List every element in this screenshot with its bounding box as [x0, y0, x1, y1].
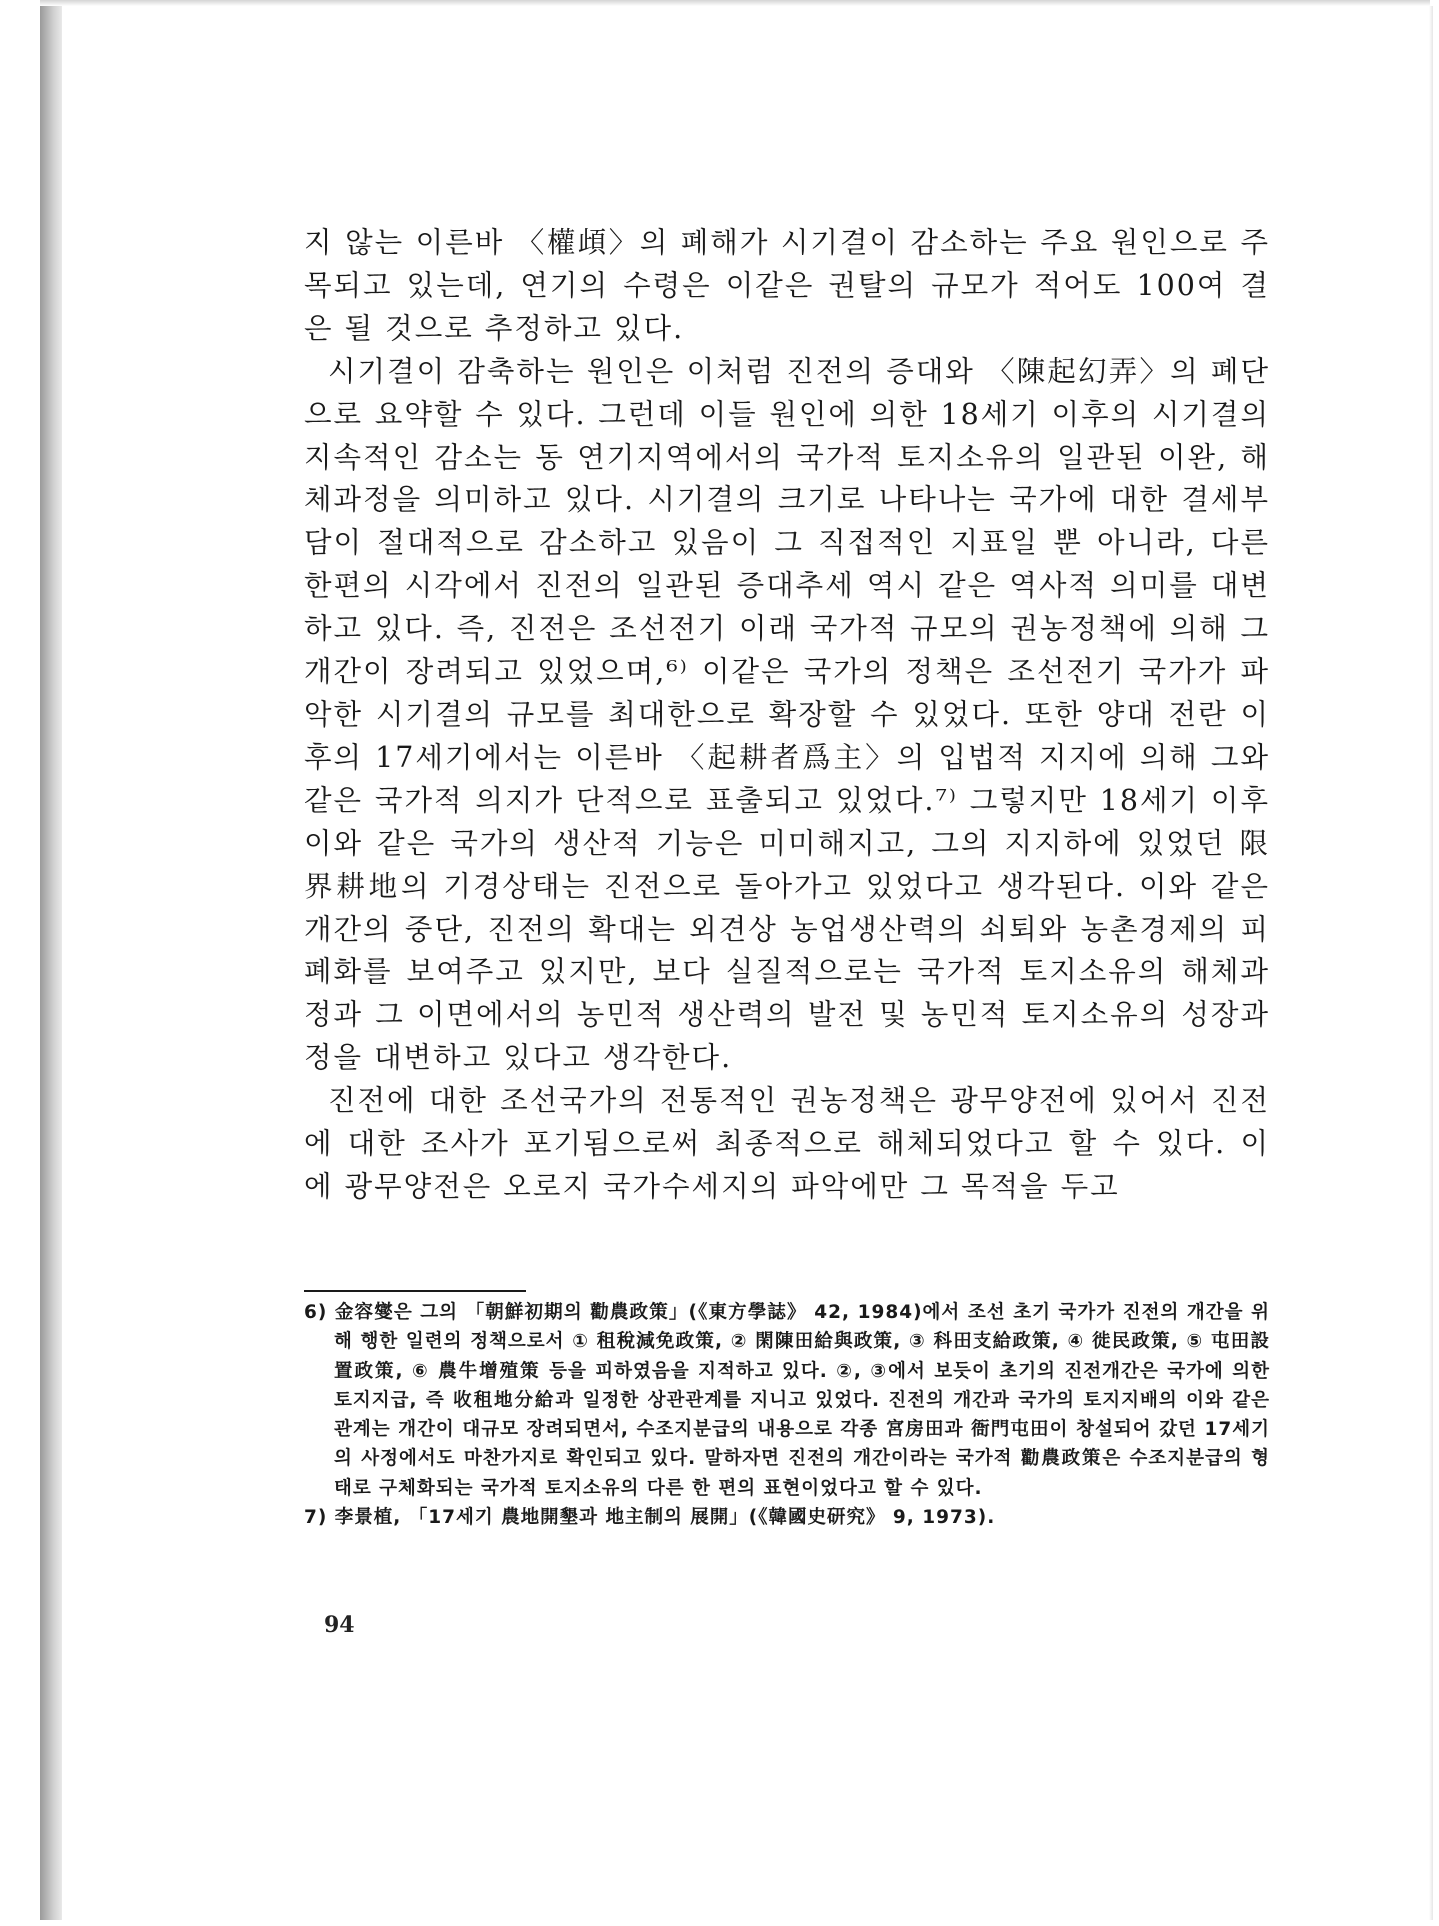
body-text	[304, 222, 1270, 1209]
footnotes	[304, 1298, 1270, 1532]
body-paragraph: 시기결이 감축하는 원인은 이처럼 진전의 증대와 〈陳起幻弄〉의 폐단으로 요약할 수 있다. 그런데 이들 원인에 의한 18세기 이후의 시기결의 지속적인 감소는 동 연기지역에서의 국가적 토지소유의 일관된 이완, 해체과정을 의미하고 있다. 시기결의 크기로 나타나는 국가에 대한 결세부담이 절대적으로 감소하고 있음이 그 직접적인 지표일 뿐 아니라, 다른 한편의 시각에서 진전의 일관된 증대추세 역시 같은 역사적 의미를 대변하고 있다. 즉, 진전은 조선전기 이래 국가적 규모의 권농정책에 의해 그 개간이 장려되고 있었으며,⁶⁾ 이같은 국가의 정책은 조선전기 국가가 파악한 시기결의 규모를 최대한으로 확장할 수 있었다. 또한 양대 전란 이후의 17세기에서는 이른바 〈起耕者爲主〉의 입법적 지지에 의해 그와 같은 국가적 의지가 단적으로 표출되고 있었다.⁷⁾ 그렇지만 18세기 이후 이와 같은 국가의 생산적 기능은 미미해지고, 그의 지지하에 있었던 限界耕地의 기경상태는 진전으로 돌아가고 있었다고 생각된다. 이와 같은 개간의 중단, 진전의 확대는 외견상 농업생산력의 쇠퇴와 농촌경제의 피폐화를 보여주고 있지만, 보다 실질적으로는 국가적 토지소유의 해체과정과 그 이면에서의 농민적 생산력의 발전 및 농민적 토지소유의 성장과정을 대변하고 있다고 생각한다.	[304, 354, 1270, 1075]
page-right-shadow	[1429, 6, 1433, 1920]
page-number: 94	[324, 1612, 355, 1638]
footnote-rule	[304, 1290, 526, 1292]
footnote-6: 6) 金容燮은 그의 「朝鮮初期의 勸農政策」(《東方學誌》 42, 1984)에서 조선 초기 국가가 진전의 개간을 위해 행한 일련의 정책으로서 ① 租稅減免政策, ② 閑陳田給與政策, ③ 科田支給政策, ④ 徙民政策, ⑤ 屯田設置政策, ⑥ 農牛增殖策 등을 피하였음을 지적하고 있다. ②, ③에서 보듯이 초기의 진전개간은 국가에 의한 토지지급, 즉 收租地分給과 일정한 상관관계를 지니고 있었다. 진전의 개간과 국가의 토지지배의 이와 같은 관계는 개간이 대규모 장려되면서, 수조지분급의 내용으로 각종 宮房田과 衙門屯田이 창설되어 갔던 17세기의 사정에서도 마찬가지로 확인되고 있다. 말하자면 진전의 개간이라는 국가적 勸農政策은 수조지분급의 형태로 구체화되는 국가적 토지소유의 다른 한 편의 표현이었다고 할 수 있다.	[304, 1302, 1270, 1499]
body-paragraph: 지 않는 이른바 〈權頉〉의 폐해가 시기결이 감소하는 주요 원인으로 주목되고 있는데, 연기의 수령은 이같은 권탈의 규모가 적어도 100여 결은 될 것으로 추정하고 있다.	[304, 226, 1270, 345]
page-stack-edge	[40, 4, 62, 1920]
body-paragraph: 진전에 대한 조선국가의 전통적인 권농정책은 광무양전에 있어서 진전에 대한 조사가 포기됨으로써 최종적으로 해체되었다고 할 수 있다. 이에 광무양전은 오로지 국가수세지의 파악에만 그 목적을 두고	[304, 1084, 1270, 1203]
footnote-7: 7) 李景植, 「17세기 農地開墾과 地主制의 展開」(《韓國史研究》 9, 1973).	[304, 1507, 996, 1529]
